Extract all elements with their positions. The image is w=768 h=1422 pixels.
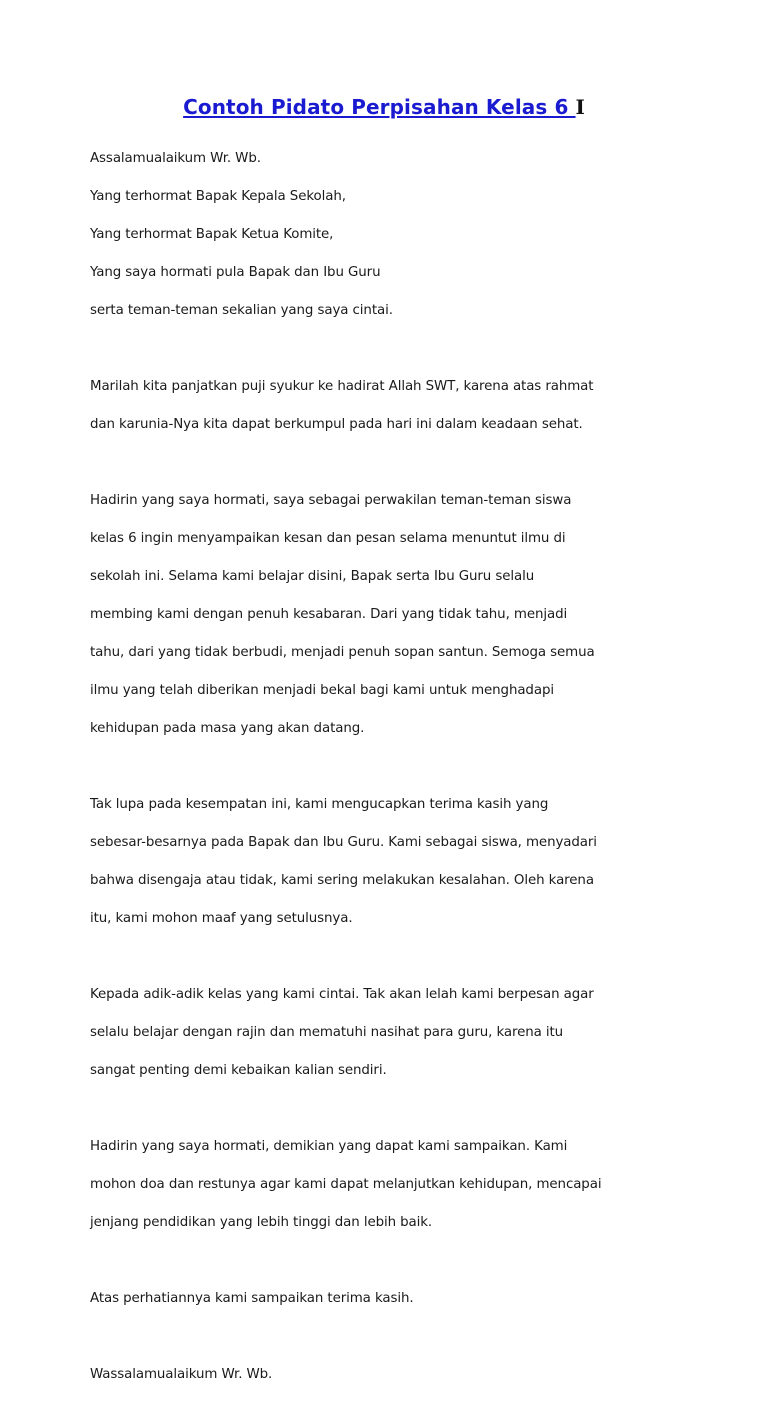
paragraph-closing-request (90, 1118, 690, 1251)
paragraph-farewell (90, 1346, 690, 1403)
text-line: Yang terhormat Bapak Kepala Sekolah, (90, 189, 346, 204)
paragraph-gratitude (90, 358, 690, 453)
page-title (90, 90, 678, 124)
text-line: Assalamualaikum Wr. Wb. (90, 151, 261, 166)
text-line: Atas perhatiannya kami sampaikan terima kasih. (90, 1291, 414, 1306)
text-line: selalu belajar dengan rajin dan mematuhi nasihat para guru, karena itu (90, 1025, 564, 1040)
text-line: membing kami dengan penuh kesabaran. Dari yang tidak tahu, menjadi (90, 607, 568, 622)
text-line: dan karunia-Nya kita dapat berkumpul pada hari ini dalam keadaan sehat. (90, 417, 583, 432)
text-line: Hadirin yang saya hormati, saya sebagai perwakilan teman-teman siswa (90, 493, 572, 508)
text-line: jenjang pendidikan yang lebih tinggi dan lebih baik. (90, 1215, 433, 1230)
text-line: serta teman-teman sekalian yang saya cintai. (90, 303, 393, 318)
title-suffix: I (575, 95, 585, 119)
document-page (90, 90, 690, 1422)
text-line: Marilah kita panjatkan puji syukur ke hadirat Allah SWT, karena atas rahmat (90, 379, 594, 394)
paragraph-greeting (90, 130, 690, 339)
text-line: Yang saya hormati pula Bapak dan Ibu Guru (90, 265, 381, 280)
text-line: Hadirin yang saya hormati, demikian yang dapat kami sampaikan. Kami (90, 1139, 568, 1154)
text-line: kehidupan pada masa yang akan datang. (90, 721, 365, 736)
text-line: bahwa disengaja atau tidak, kami sering melakukan kesalahan. Oleh karena (90, 873, 594, 888)
text-line: sebesar-besarnya pada Bapak dan Ibu Guru. Kami sebagai siswa, menyadari (90, 835, 597, 850)
text-line: Wassalamualaikum Wr. Wb. (90, 1367, 273, 1382)
paragraph-thanks-apology (90, 776, 690, 947)
text-line: Tak lupa pada kesempatan ini, kami mengucapkan terima kasih yang (90, 797, 549, 812)
text-line: itu, kami mohon maaf yang setulusnya. (90, 911, 353, 926)
title-link[interactable]: Contoh Pidato Perpisahan Kelas 6 (183, 95, 576, 119)
paragraph-thank-you (90, 1270, 690, 1327)
text-line: kelas 6 ingin menyampaikan kesan dan pesan selama menuntut ilmu di (90, 531, 566, 546)
text-line: sangat penting demi kebaikan kalian sendiri. (90, 1063, 387, 1078)
text-line: mohon doa dan restunya agar kami dapat melanjutkan kehidupan, mencapai (90, 1177, 602, 1192)
paragraph-impressions (90, 472, 690, 757)
text-line: tahu, dari yang tidak berbudi, menjadi penuh sopan santun. Semoga semua (90, 645, 595, 660)
text-line: Kepada adik-adik kelas yang kami cintai. Tak akan lelah kami berpesan agar (90, 987, 594, 1002)
text-line: ilmu yang telah diberikan menjadi bekal bagi kami untuk menghadapi (90, 683, 554, 698)
paragraph-juniors-message (90, 966, 690, 1099)
text-line: sekolah ini. Selama kami belajar disini, Bapak serta Ibu Guru selalu (90, 569, 535, 584)
text-line: Yang terhormat Bapak Ketua Komite, (90, 227, 334, 242)
